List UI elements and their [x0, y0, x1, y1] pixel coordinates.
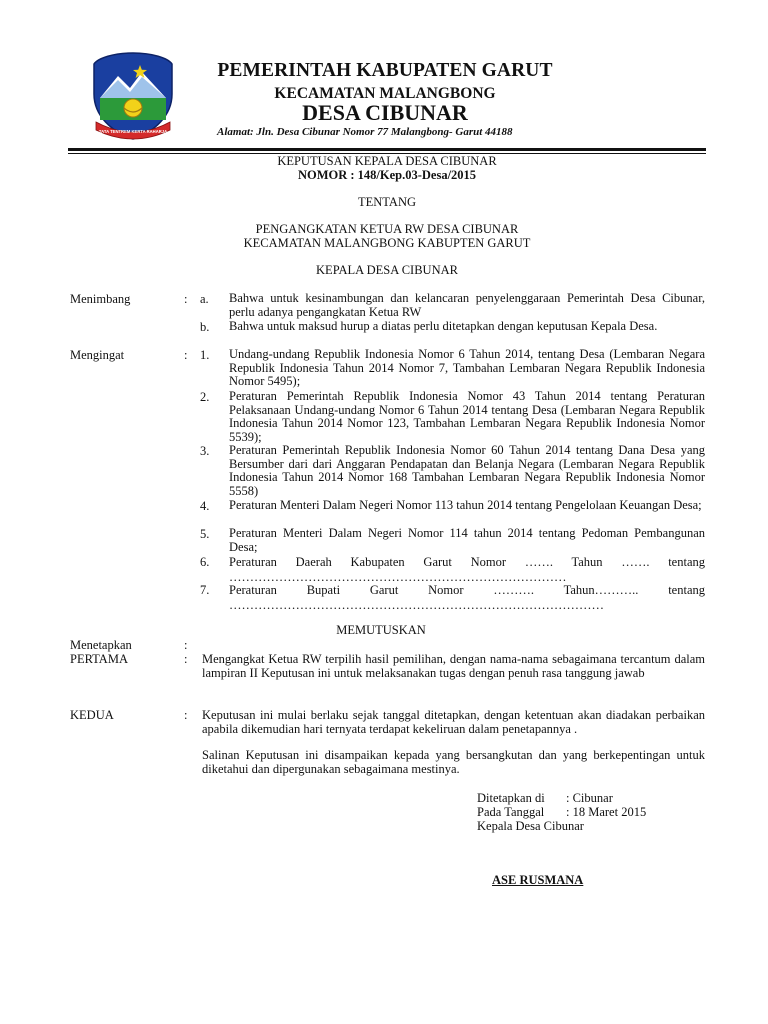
menimbang-item-a: Bahwa untuk kesinambungan dan kelancaran penyelenggaraan Pemerintah Desa Cibunar, perlu adanya pengangkatan Ketua RW — [229, 291, 705, 319]
signatory-name: ASE RUSMANA — [492, 873, 584, 887]
menetapkan-colon: : — [184, 638, 188, 652]
mengingat-marker-5: 5. — [200, 527, 210, 541]
regency-emblem — [90, 50, 176, 142]
menimbang-colon: : — [184, 292, 188, 306]
mengingat-label: Mengingat — [70, 348, 125, 362]
menetapkan-label: Menetapkan — [70, 638, 132, 652]
mengingat-item-1: Undang-undang Republik Indonesia Nomor 6 Tahun 2014, tentang Desa (Lembaran Negara Republik Indonesia Tahun 2014 Nomor 7, Tambahan Lembaran Negara Republik Indonesia Nomor 5495); — [229, 347, 705, 389]
kedua-copy-text: Salinan Keputusan ini disampaikan kepada yang bersangkutan dan yang berkepentingan untuk diketahui dan dipergunakan sebagaimana mestinya. — [202, 748, 705, 777]
mengingat-marker-1: 1. — [200, 348, 210, 362]
letterhead-village: DESA CIBUNAR — [302, 100, 468, 125]
mengingat-item-4: Peraturan Menteri Dalam Negeri Nomor 113 tahun 2014 tentang Pengelolaan Keuangan Desa; — [229, 498, 702, 512]
decree-subject-line1: PENGANGKATAN KETUA RW DESA CIBUNAR — [255, 222, 519, 236]
mengingat-item-2: Peraturan Pemerintah Republik Indonesia Nomor 43 Tahun 2014 tentang Peraturan Pelaksanaan Undang-undang Nomor 6 Tahun 2014 tentang Desa (Lembaran Negara Republik Indonesia Tahun 2014 Nomor 123, Tambahan Lembaran Negara Republik Indonesia Nomor 5539); — [229, 389, 705, 445]
signature-position: Kepala Desa Cibunar — [477, 819, 584, 833]
mengingat-marker-7: 7. — [200, 583, 210, 597]
signature-place-label: Ditetapkan di — [477, 791, 545, 805]
signature-date-label: Pada Tanggal — [477, 805, 545, 819]
signature-place-value: : Cibunar — [566, 791, 613, 805]
kedua-label: KEDUA — [70, 708, 114, 722]
emblem-ribbon-text: TATA TENTREM KERTA RAHARJA — [98, 129, 168, 134]
decree-subject-line2: KECAMATAN MALANGBONG KABUPTEN GARUT — [243, 236, 531, 250]
letterhead-district: KECAMATAN MALANGBONG — [274, 85, 496, 102]
memutuskan-heading: MEMUTUSKAN — [336, 623, 426, 637]
pertama-label: PERTAMA — [70, 652, 128, 666]
kedua-text: Keputusan ini mulai berlaku sejak tanggal ditetapkan, dengan ketentuan akan diadakan perbaikan apabila dikemudian hari ternyata terdapat kekeliruan dalam penetapannya . — [202, 708, 705, 737]
mengingat-item-3: Peraturan Pemerintah Republik Indonesia Nomor 60 Tahun 2014 tentang Dana Desa yang Bersumber dari dari Anggaran Pendapatan dan Belanja Negara (Lembaran Negara Republik Indonesia Tahun 2014 Nomor 168 Tambahan Lembaran Negara Republik Indonesia Nomor 5558) — [229, 443, 705, 499]
menimbang-marker-a: a. — [200, 292, 209, 306]
menimbang-item-b: Bahwa untuk maksud hurup a diatas perlu ditetapkan dengan keputusan Kepala Desa. — [229, 319, 658, 333]
letterhead-rule-thick — [68, 148, 706, 151]
letterhead-address: Alamat: Jln. Desa Cibunar Nomor 77 Malangbong- Garut 44188 — [217, 126, 513, 138]
mengingat-item-7: Peraturan Bupati Garut Nomor ………. Tahun……….. tentang ……………………………………………………………………………… — [229, 583, 705, 612]
signature-date-value: : 18 Maret 2015 — [566, 805, 647, 819]
pertama-colon: : — [184, 652, 188, 666]
mengingat-marker-3: 3. — [200, 444, 210, 458]
mengingat-marker-4: 4. — [200, 499, 210, 513]
mengingat-marker-6: 6. — [200, 555, 210, 569]
mengingat-item-5: Peraturan Menteri Dalam Negeri Nomor 114 tahun 2014 tentang Pedoman Pembangunan Desa; — [229, 526, 705, 554]
menimbang-label: Menimbang — [70, 292, 131, 306]
pertama-text: Mengangkat Ketua RW terpilih hasil pemilihan, dengan nama-nama sebagaimana tercantum dalam lampiran II Keputusan ini untuk melaksanakan tugas dengan penuh rasa tanggung jawab — [202, 652, 705, 681]
mengingat-marker-2: 2. — [200, 390, 210, 404]
decree-issuer: KEPALA DESA CIBUNAR — [316, 263, 458, 277]
mengingat-item-6: Peraturan Daerah Kabupaten Garut Nomor ……. Tahun ……. tentang ……………………………………………………………………… — [229, 555, 705, 584]
mengingat-colon: : — [184, 348, 188, 362]
decree-number: NOMOR : 148/Kep.03-Desa/2015 — [297, 168, 477, 182]
kedua-colon: : — [184, 708, 188, 722]
decree-about: TENTANG — [357, 195, 416, 209]
letterhead-government: PEMERINTAH KABUPATEN GARUT — [217, 60, 553, 81]
decree-title: KEPUTUSAN KEPALA DESA CIBUNAR — [277, 154, 497, 168]
menimbang-marker-b: b. — [200, 320, 210, 334]
